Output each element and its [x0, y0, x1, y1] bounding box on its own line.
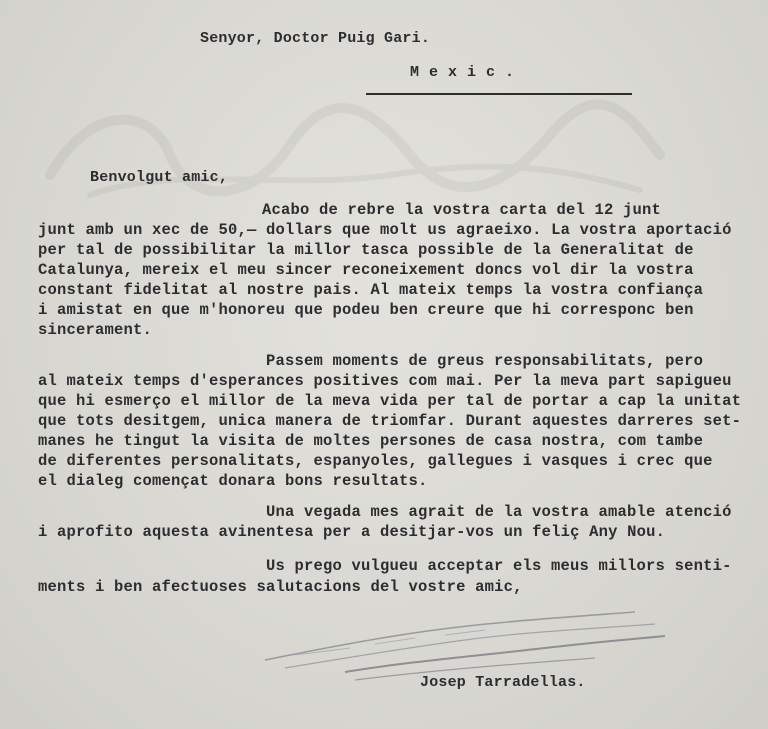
body-line: per tal de possibilitar la millor tasca possible de la Generalitat de — [38, 241, 694, 259]
body-line: el dialeg començat donara bons resultats. — [38, 472, 428, 490]
body-line: al mateix temps d'esperances positives com mai. Per la meva part sapigueu — [38, 372, 732, 390]
addressee-line: Senyor, Doctor Puig Gari. — [200, 30, 431, 47]
body-line: Us prego vulgueu acceptar els meus millors senti- — [266, 557, 732, 575]
city-line: Mexic. — [410, 64, 525, 81]
body-line: que tots desitgem, unica manera de triomfar. Durant aquestes darreres set- — [38, 412, 742, 430]
body-line: Acabo de rebre la vostra carta del 12 junt — [262, 201, 662, 219]
salutation: Benvolgut amic, — [90, 169, 229, 186]
letterhead-watermark — [30, 95, 670, 215]
city-underline — [366, 93, 632, 95]
signer-name: Josep Tarradellas. — [420, 674, 586, 691]
body-line: i aprofito aquesta avinentesa per a desitjar-vos un feliç Any Nou. — [38, 523, 666, 541]
body-line: constant fidelitat al nostre pais. Al mateix temps la vostra confiança — [38, 281, 704, 299]
body-line: ments i ben afectuoses salutacions del vostre amic, — [38, 578, 523, 596]
body-line: Una vegada mes agrait de la vostra amable atenció — [266, 503, 732, 521]
body-line: manes he tingut la visita de moltes persones de casa nostra, com tambe — [38, 432, 704, 450]
body-line: i amistat en que m'honoreu que podeu ben creure que hi corresponc ben — [38, 301, 694, 319]
body-line: Passem moments de greus responsabilitats, pero — [266, 352, 704, 370]
body-line: sincerament. — [38, 321, 153, 339]
body-line: que hi esmerço el millor de la meva vida per tal de portar a cap la unitat — [38, 392, 742, 410]
body-line: Catalunya, mereix el meu sincer reconeixement doncs vol dir la vostra — [38, 261, 694, 279]
body-line: de diferentes personalitats, espanyoles, gallegues i vasques i crec que — [38, 452, 713, 470]
body-line: junt amb un xec de 50,— dollars que molt us agraeixo. La vostra aportació — [38, 221, 732, 239]
signature-scribble — [255, 600, 675, 685]
